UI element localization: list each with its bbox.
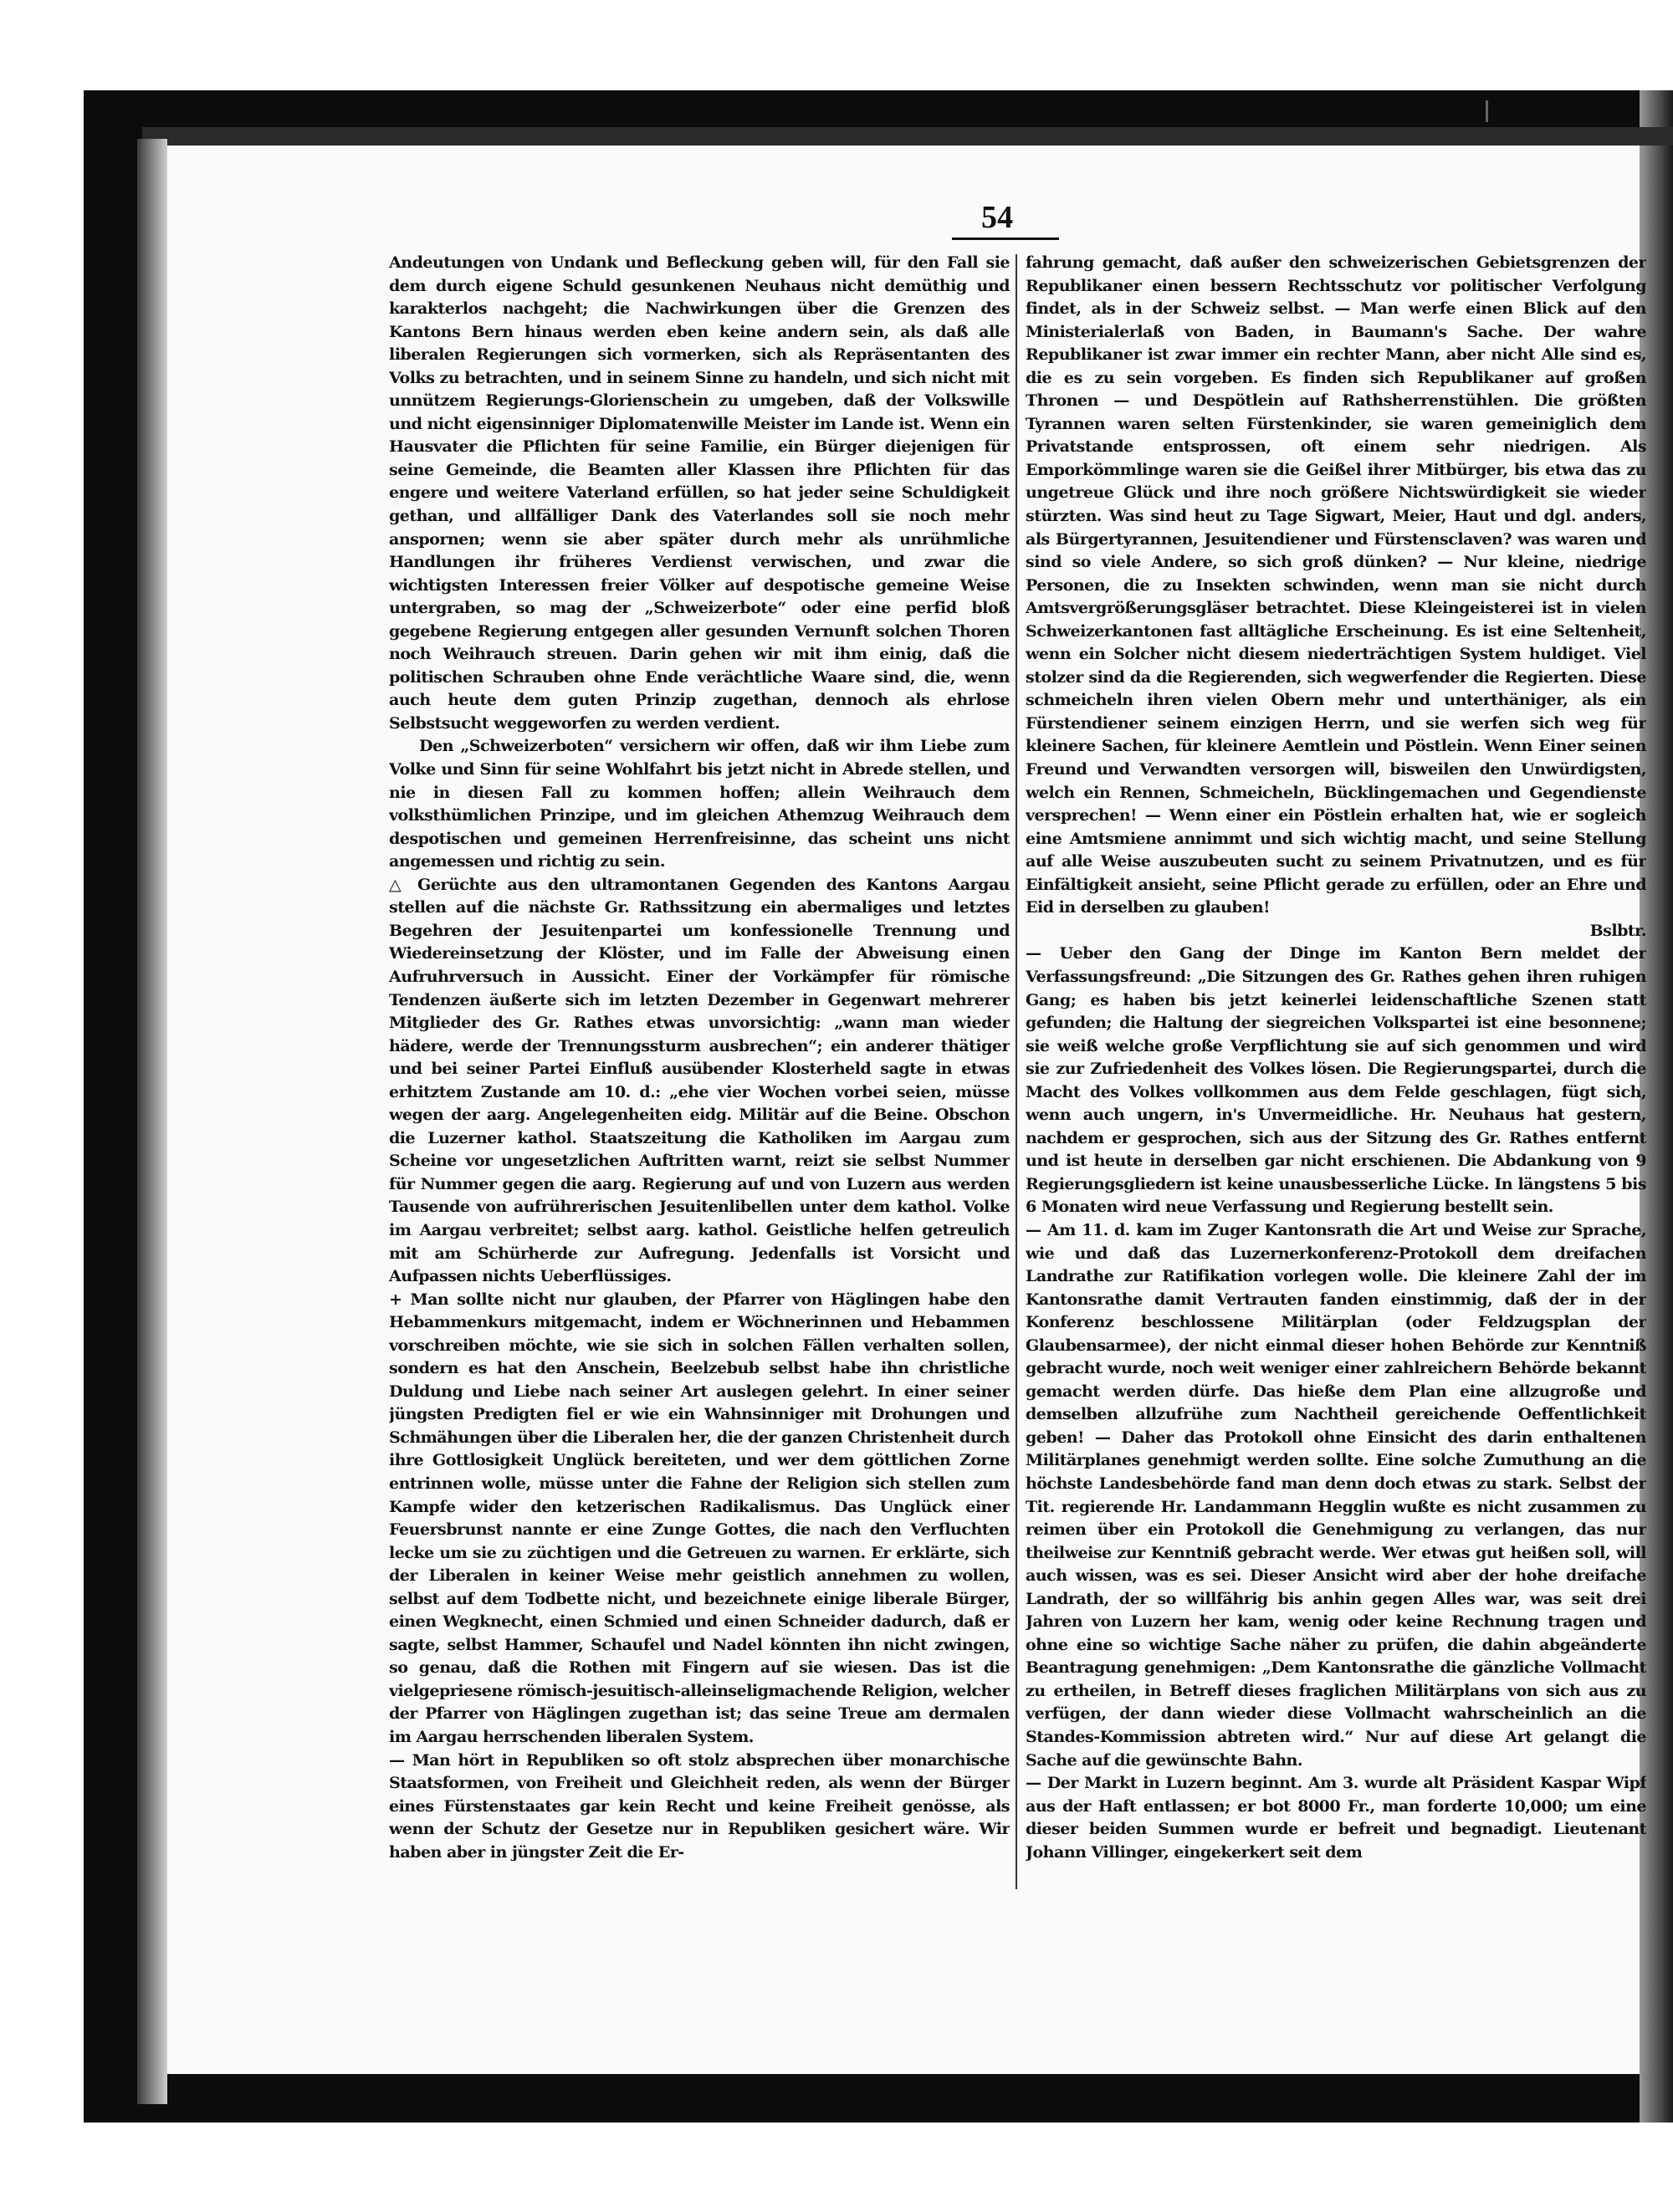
scan-frame-left <box>84 90 137 2123</box>
scan-frame-top-inner <box>142 127 1673 146</box>
left-column <box>389 251 1010 2066</box>
header-rule <box>952 238 1059 240</box>
article-paragraph: — Man hört in Republiken so oft stolz absprechen über monarchische Staatsformen, von Freiheit und Gleichheit reden, als wenn der Bürger eines Fürstenstaates gar kein Recht und keine Freiheit genösse, als wenn der Schutz der Gesetze nur in Republiken gesichert wäre. Wir haben aber in jüngster Zeit die Er- <box>389 1750 1010 1862</box>
article-paragraph: + Man sollte nicht nur glauben, der Pfarrer von Häglingen habe den Hebammenkurs mitgemacht, indem er Wöchnerinnen und Hebammen vorschreiben möchte, wie sie sich in solchen Fällen verhalten sollen, sondern es hat den Anschein, Beelzebub selbst habe ihn christliche Duldung und Liebe nach seiner Art auslegen gelehrt. In einer seiner jüngsten Predigten fiel er wie ein Wahnsinniger mit Drohungen und Schmähungen über die Liberalen her, die der ganzen Christenheit durch ihre Gottlosigkeit Unglück bereiteten, und wer dem göttlichen Zorne entrinnen wolle, müsse unter die Fahne der Religion sich stellen zum Kampfe wider den ketzerischen Radikalismus. Das Unglück einer Feuersbrunst nannte er eine Zunge Gottes, die nach den Verfluchten lecke um sie zu züchtigen und die Getreuen zu warnen. Er erklärte, sich der Liberalen in keiner Weise mehr geistlich annehmen zu wollen, selbst auf dem Todbette nicht, und bezeichnete einige liberale Bürger, einen Wegknecht, einen Schmied und einen Schneider dadurch, daß er sagte, selbst Hammer, Schaufel und Nadel könnten ihn nicht zwingen, so genau, daß die Rothen mit Fingern auf sie wiesen. Das ist die vielgepriesene römisch-jesuitisch-alleinseligmachende Religion, welcher der Pfarrer von Häglingen zugethan ist; das seine Treue am dermalen im Aargau herrschenden liberalen System. <box>389 1289 1010 1746</box>
column-divider <box>1016 254 1017 1889</box>
page-number: 54 <box>981 200 1013 235</box>
scan-mark <box>1486 100 1488 122</box>
scan-frame-bottom <box>84 2074 1673 2123</box>
article-signature: Bslbtr. <box>1589 920 1646 940</box>
article-paragraph: △ Gerüchte aus den ultramontanen Gegenden des Kantons Aargau stellen auf die nächste Gr. Rathssitzung ein abermaliges und letztes Begehren der Jesuitenpartei um konfessionelle Trennung und Wiedereinsetzung der Klöster, und im Falle der Abweisung einen Aufruhrversuch in Aussicht. Einer der Vorkämpfer für römische Tendenzen äußerte sich im letzten Dezember in Gegenwart mehrerer Mitglieder des Gr. Rathes etwas unvorsichtig: „wann man wieder hädere, werde der Trennungssturm ausbrechen“; ein anderer thätiger und bei seiner Partei Einfluß ausübender Klosterheld sagte in etwas erhitztem Zustande am 10. d.: „ehe vier Wochen vorbei seien, müsse wegen der aarg. Angelegenheiten eidg. Militär auf die Beine. Obschon die Luzerner kathol. Staatszeitung die Katholiken im Aargau zum Scheine vor ungesetzlichen Auftritten warnt, reizt sie selbst Nummer für Nummer gegen die aarg. Regierung auf und von Luzern aus werden Tausende von aufrührerischen Jesuitenlibellen unter dem kathol. Volke im Aargau verbreitet; selbst aarg. kathol. Geistliche helfen getreulich mit am Schürherde zur Aufregung. Jedenfalls ist Vorsicht und Aufpassen nichts Ueberflüssiges. <box>389 874 1010 1286</box>
article-paragraph: — Am 11. d. kam im Zuger Kantonsrath die Art und Weise zur Sprache, wie und daß das Luzernerkonferenz-Protokoll dem dreifachen Landrathe zur Ratifikation vorlegen wolle. Die kleinere Zahl der im Kantonsrathe damit Vertrauten fanden einstimmig, daß der in der Konferenz beschlossene Militärplan (oder Feldzugsplan der Glaubensarmee), der nicht einmal dieser hohen Behörde zur Kenntniß gebracht wurde, noch weit weniger einer zahlreichern Behörde bekannt gemacht werden dürfe. Das hieße dem Plan eine allzugroße und demselben allzufrühe zum Nachtheil gereichende Oeffentlichkeit geben! — Daher das Protokoll ohne Einsicht des darin enthaltenen Militärplanes genehmigt werden sollte. Eine solche Zumuthung an die höchste Landesbehörde fand man denn doch etwas zu stark. Selbst der Tit. regierende Hr. Landammann Hegglin wußte es nicht zusammen zu reimen über ein Protokoll die Genehmigung zu verlangen, das nur theilweise zur Kenntniß gebracht werde. Wer etwas gut heißen soll, will auch wissen, was es sei. Dieser Ansicht wird aber der hohe dreifache Landrath, der so willfährig bis anhin gegen Alles war, was seit drei Jahren von Luzern her kam, wenig oder keine Rechnung tragen und ohne eine so wichtige Sache näher zu prüfen, die dahin abgeänderte Beantragung genehmigen: „Dem Kantonsrathe die gänzliche Vollmacht zu ertheilen, in Betreff dieses fraglichen Militärplans von sich aus zu verfügen, der dann wieder diese Vollmacht wahrscheinlich an die Standes-Kommission abtreten wird.“ Nur auf diese Art gelangt die Sache auf die gewünschte Bahn. <box>1026 1219 1646 1770</box>
article-paragraph: Andeutungen von Undank und Befleckung geben will, für den Fall sie dem durch eigene Schuld gesunkenen Neuhaus nicht demüthig und karakterlos nachgeht; die Nachwirkungen über die Grenzen des Kantons Bern hinaus werden eben keine andern sein, als daß alle liberalen Regierungen sich vormerken, sich als Repräsentanten des Volks zu betrachten, und in seinem Sinne zu handeln, und sich nicht mit unnützem Regierungs-Glorienschein zu umgeben, daß der Volkswille und nicht eigensinniger Diplomatenwille Meister im Lande ist. Wenn ein Hausvater die Pflichten für seine Familie, ein Bürger diejenigen für seine Gemeinde, die Beamten aller Klassen ihre Pflichten für das engere und weitere Vaterland erfüllen, so hat jeder seine Schuldigkeit gethan, und allfälliger Dank des Vaterlandes soll sie noch mehr anspornen; wenn sie aber später durch mehr als unrühmliche Handlungen ihr früheres Verdienst verwischen, und zwar die wichtigsten Interessen freier Völker auf despotische gemeine Weise untergraben, so mag der „Schweizerbote“ oder eine perfid bloß gegebene Regierung entgegen aller gesunden Vernunft solchen Thoren noch Weihrauch streuen. Darin gehen wir mit ihm einig, daß die politischen Schrauben ohne Ende verächtliche Waare sind, die, wenn auch heute dem guten Prinzip zugethan, dennoch als ehrlose Selbstsucht weggeworfen zu werden verdient. <box>389 253 1010 733</box>
article-paragraph: — Ueber den Gang der Dinge im Kanton Bern meldet der Verfassungsfreund: „Die Sitzungen des Gr. Rathes gehen ihren ruhigen Gang; es haben bis jetzt keinerlei leidenschaftliche Szenen statt gefunden; die Haltung der siegreichen Volkspartei ist eine besonnene; sie weiß welche große Verpflichtung sie auf sich genommen und wird sie zur Zufriedenheit des Volkes lösen. Die Regierungspartei, durch die Macht des Volkes vollkommen aus dem Felde geschlagen, fügt sich, wenn auch ungern, in's Unvermeidliche. Hr. Neuhaus hat gestern, nachdem er gesprochen, sich aus der Sitzung des Gr. Rathes entfernt und ist heute in derselben gar nicht erschienen. Die Abdankung von 9 Regierungsgliedern ist keine unausbesserliche Lücke. In längstens 5 bis 6 Monaten wird neue Verfassung und Regierung bestellt sein. <box>1026 943 1646 1217</box>
article-paragraph: fahrung gemacht, daß außer den schweizerischen Gebietsgrenzen der Republikaner einen bessern Rechtsschutz vor politischer Verfolgung findet, als in der Schweiz selbst. — Man werfe einen Blick auf den Ministerialerlaß von Baden, in Baumann's Sache. Der wahre Republikaner ist zwar immer ein rechter Mann, aber nicht Alle sind es, die es zu sein vorgeben. Es finden sich Republikaner auf großen Thronen — und Despötlein auf Rathsherrenstühlen. Die größten Tyrannen waren selten Fürstenkinder, sie waren gemeiniglich dem Privatstande entsprossen, oft einem sehr niedrigen. Als Emporkömmlinge waren sie die Geißel ihrer Mitbürger, bis etwa das zu ungetreue Glück und ihre noch größere Nichtswürdigkeit sie wieder stürzten. Was sind heut zu Tage Sigwart, Meier, Haut und dgl. anders, als Bürgertyrannen, Jesuitendiener und Fürstensclaven? was waren und sind so viele Andere, so sich groß dünken? — Nur kleine, niedrige Personen, die zu Insekten schwinden, wenn man sie nicht durch Amtsvergrößerungsgläser betrachtet. Diese Kleingeisterei ist in vielen Schweizerkantonen fast alltägliche Erscheinung. Es ist eine Seltenheit, wenn ein Solcher nicht diesem niederträchtigen System huldiget. Viel stolzer sind da die Regierenden, sich wegwerfender die Regierten. Diese schmeicheln ihren vielen Obern mehr und unterthäniger, als ein Fürstendiener seinem einzigen Herrn, und sie werfen sich weg für kleinere Sachen, für kleinere Aemtlein und Pöstlein. Wenn Einer seinen Freund und Verwandten versorgen will, bisweilen den Unwürdigsten, welch ein Rennen, Schmeicheln, Bücklingemachen und Gegendienste versprechen! — Wenn einer ein Pöstlein erhalten hat, wie er sogleich eine Amtsmiene annimmt und sich wichtig macht, und seine Stellung auf alle Weise auszubeuten sucht zu seinem Privatnutzen, und es für Einfältigkeit ansieht, seine Pflicht gerade zu erfüllen, oder an Ehre und Eid in derselben zu glauben! <box>1026 253 1646 917</box>
article-paragraph: — Der Markt in Luzern beginnt. Am 3. wurde alt Präsident Kaspar Wipf aus der Haft entlassen; er bot 8000 Fr., man forderte 10,000; um eine dieser beiden Summen wurde er befreit und begnadigt. Lieutenant Johann Villinger, eingekerkert seit dem <box>1026 1773 1646 1862</box>
article-paragraph: Den „Schweizerboten“ versichern wir offen, daß wir ihm Liebe zum Volke und Sinn für seine Wohlfahrt bis jetzt nicht in Abrede stellen, und nie in diesen Fall zu kommen hoffen; allein Weihrauch dem volksthümlichen Prinzipe, und im gleichen Athemzug Weihrauch dem despotischen und gemeinen Herrenfreisinne, das scheint uns nicht angemessen und richtig zu sein. <box>389 736 1010 871</box>
scan-frame-left-inner <box>137 139 167 2104</box>
right-column <box>1026 251 1646 2066</box>
